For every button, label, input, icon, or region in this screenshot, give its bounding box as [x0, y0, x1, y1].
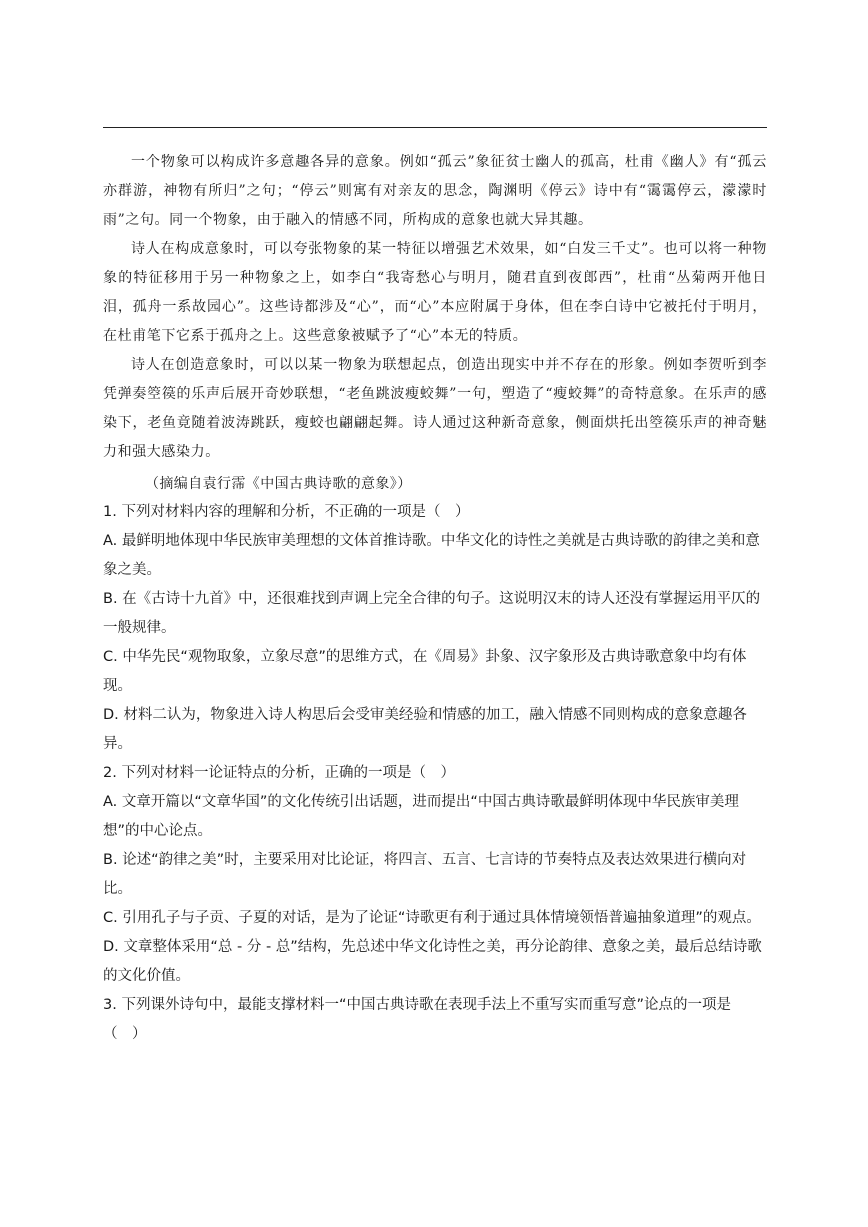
option-b: B. 在《古诗十九首》中，还很难找到声调上完全合律的句子。这说明汉末的诗人还没有掌握运用平仄的一般规律。: [103, 591, 761, 636]
question-1: [103, 498, 767, 759]
option-c: C. 引用孔子与子贡、子夏的对话，是为了论证“诗歌更有利于通过具体情境领悟普遍抽象道理”的观点。: [103, 910, 761, 926]
option-d: D. 材料二认为，物象进入诗人构思后会受审美经验和情感的加工，融入情感不同则构成的意象意趣各异。: [103, 707, 747, 752]
option-a: A. 最鲜明地体现中华民族审美理想的文体首推诗歌。中华文化的诗性之美就是古典诗歌的韵律之美和意象之美。: [103, 533, 760, 578]
option-b: B. 论述“韵律之美”时，主要采用对比论证，将四言、五言、七言诗的节奏特点及表达效果进行横向对比。: [103, 852, 747, 897]
option-a: A. 文章开篇以“文章华国”的文化传统引出话题，进而提出“中国古典诗歌最鲜明体现中华民族审美理想”的中心论点。: [103, 794, 739, 839]
question-stem: 3. 下列课外诗句中，最能支撑材料一“中国古典诗歌在表现手法上不重写实而重写意”论点的一项是（ ）: [103, 997, 731, 1042]
question-2: [103, 759, 767, 991]
question-3: [103, 991, 767, 1049]
reading-passage: [103, 148, 767, 467]
question-list: [103, 498, 767, 1049]
question-stem: 2. 下列对材料一论证特点的分析，正确的一项是（ ）: [103, 765, 455, 781]
question-stem: 1. 下列对材料内容的理解和分析，不正确的一项是（ ）: [103, 504, 470, 520]
passage-source: （摘编自袁行霈《中国古典诗歌的意象》）: [145, 476, 412, 492]
passage-paragraph: 诗人在构成意象时，可以夸张物象的某一特征以增强艺术效果，如“白发三千丈”。也可以将一种物象的特征移用于另一种物象之上，如李白“我寄愁心与明月，随君直到夜郎西”，杜甫“丛菊两开他日泪，孤舟一系故园心”。这些诗都涉及“心”，而“心”本应附属于身体，但在李白诗中它被托付于明月，在杜甫笔下它系于孤舟之上。这些意象被赋予了“心”本无的特质。: [103, 241, 767, 344]
header-rule: [103, 127, 767, 128]
passage-paragraph: 一个物象可以构成许多意趣各异的意象。例如“孤云”象征贫士幽人的孤高，杜甫《幽人》有“孤云亦群游，神物有所归”之句；“停云”则寓有对亲友的思念，陶渊明《停云》诗中有“霭霭停云，濛濛时雨”之句。同一个物象，由于融入的情感不同，所构成的意象也就大异其趣。: [103, 154, 767, 228]
option-d: D. 文章整体采用“总 - 分 - 总”结构，先总述中华文化诗性之美，再分论韵律、意象之美，最后总结诗歌的文化价值。: [103, 939, 762, 984]
option-c: C. 中华先民“观物取象，立象尽意”的思维方式，在《周易》卦象、汉字象形及古典诗歌意象中均有体现。: [103, 649, 747, 694]
passage-paragraph: 诗人在创造意象时，可以以某一物象为联想起点，创造出现实中并不存在的形象。例如李贺听到李凭弹奏箜篌的乐声后展开奇妙联想，“老鱼跳波瘦蛟舞”一句，塑造了“瘦蛟舞”的奇特意象。在乐声的感染下，老鱼竟随着波涛跳跃，瘦蛟也翩翩起舞。诗人通过这种新奇意象，侧面烘托出箜篌乐声的神奇魅力和强大感染力。: [103, 357, 767, 460]
